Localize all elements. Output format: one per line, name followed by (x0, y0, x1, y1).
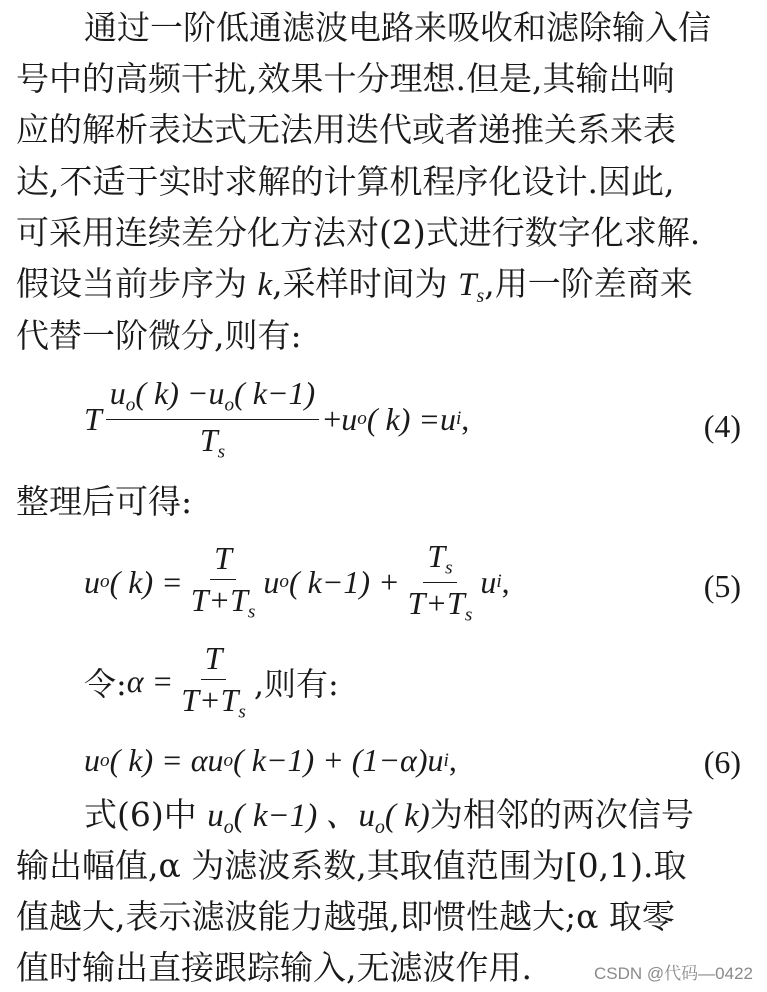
text-span: 假设当前步序为 (16, 264, 258, 303)
fraction-numerator: $u_o$( $k) -u_o$( k−1) (106, 375, 319, 420)
fraction-denominator: $T+T_s$ (181, 682, 246, 723)
fraction (106, 375, 319, 463)
paragraph-line: 达,不适于实时求解的计算机程序化设计.因此, (16, 162, 675, 201)
equation-number: (5) (703, 568, 741, 604)
paragraph-line: 值越大,表示滤波能力越强,即惯性越大;α 取零 (16, 897, 675, 936)
math-subscript: s (476, 284, 485, 307)
equation-number: (4) (703, 408, 741, 444)
text-span: ,采样时间为 (272, 264, 459, 303)
alpha-definition: 令: α = $\frac{T}{T+T_s}$ ,则有: (84, 640, 339, 723)
fraction-numerator: T (201, 640, 227, 680)
math-variable: T (458, 267, 477, 303)
fraction (404, 538, 477, 626)
equation-4: T $\frac{u_o( k) -u_o( k-1)}{T_s}$ + u o ( k) = u i , (84, 375, 470, 463)
fraction-denominator: $T+T_s$ (407, 584, 473, 626)
paragraph-line: 输出幅值,α 为滤波系数,其取值范围为[0,1).取 (16, 846, 687, 885)
math-variable: k (257, 267, 273, 303)
equation-5: u o ( k) = $\frac{T}{T+T_s}$ u o ( k−1) + $\frac{T_s}{T+T_s}$ u i , (84, 538, 510, 626)
paragraph-line: 值时输出直接跟踪输入,无滤波作用. (16, 948, 532, 987)
paragraph-line: 整理后可得: (16, 482, 193, 521)
equation-6: u o ( k) = α u o ( k−1) + (1−α) u i , (84, 742, 457, 778)
fraction (187, 540, 260, 624)
math-variable: T (84, 400, 102, 437)
fraction-numerator: $T_s$ (423, 538, 456, 583)
text-span: ,用一阶差商来 (484, 264, 693, 303)
fraction-numerator: T (210, 540, 236, 580)
paragraph-line: 式(6)中 $u_o$( k−1) 、$u_o$( k)为相邻的两次信号 (84, 795, 694, 838)
paragraph-line: 号中的高频干扰,效果十分理想.但是,其输出响 (16, 59, 675, 98)
fraction (177, 640, 250, 724)
paragraph-line: 可采用连续差分化方法对(2)式进行数字化求解. (16, 213, 701, 252)
equation-number: (6) (703, 744, 741, 780)
fraction-denominator: $T_s$ (199, 421, 226, 463)
fraction-denominator: $T+T_s$ (190, 582, 256, 624)
paragraph-line (16, 264, 693, 316)
paragraph-line: 通过一阶低通滤波电路来吸收和滤除输入信 (84, 8, 711, 47)
paragraph-line: 应的解析表达式无法用迭代或者递推关系来表 (16, 110, 676, 149)
paragraph-line: 代替一阶微分,则有: (16, 316, 302, 355)
csdn-watermark: CSDN @代码—0422 (594, 964, 753, 983)
